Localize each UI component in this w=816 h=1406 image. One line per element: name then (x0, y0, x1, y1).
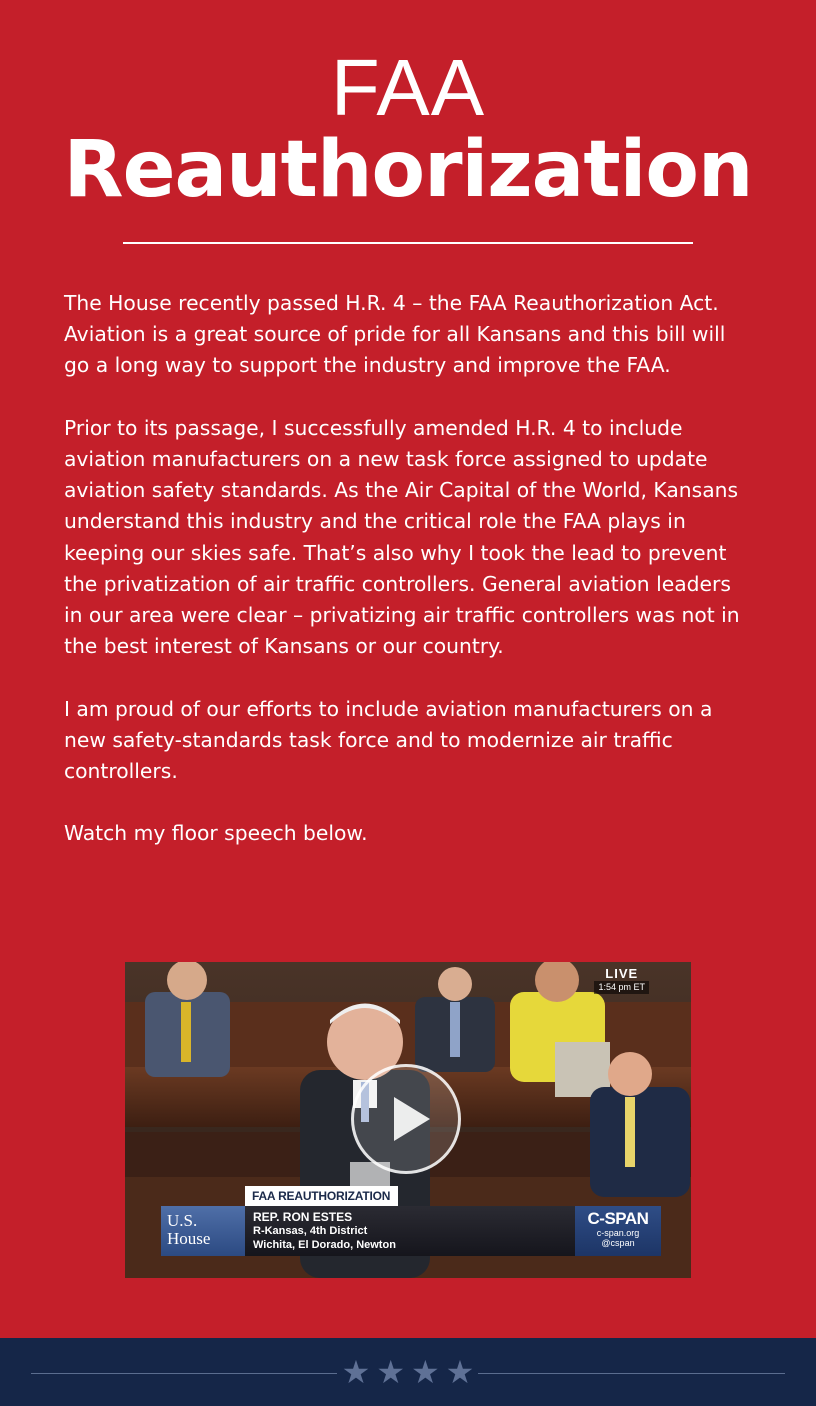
article-paragraph-4: Watch my floor speech below. (64, 821, 368, 846)
network-logo-text: C-SPAN (587, 1209, 649, 1228)
play-icon (354, 1067, 458, 1171)
article-paragraph-1: The House recently passed H.R. 4 – the FAA Reauthorization Act. Aviation is a great source of pride for all Kansans and this bill will go a long way to support the industry and improve the FAA. (64, 291, 726, 378)
network-site: c-span.org (596, 1228, 640, 1238)
speaker-info (245, 1206, 575, 1256)
footer-bar (0, 1338, 816, 1406)
network-handle: @cspan (601, 1238, 635, 1248)
video-topic: FAA REAUTHORIZATION (245, 1186, 398, 1206)
page-title-line1: FAA (330, 43, 486, 132)
play-button[interactable] (351, 1064, 461, 1174)
speaker-district: R-Kansas, 4th District (253, 1225, 368, 1237)
live-badge (594, 966, 649, 994)
title-divider (123, 242, 693, 244)
live-time: 1:54 pm ET (594, 981, 649, 994)
footer-rule-left (31, 1373, 337, 1374)
chamber-logo (161, 1206, 245, 1256)
speaker-towns: Wichita, El Dorado, Newton (253, 1239, 396, 1251)
floor-speech-video[interactable] (125, 962, 691, 1278)
speaker-name: REP. RON ESTES (253, 1210, 353, 1224)
article-paragraph-2: Prior to its passage, I successfully amended H.R. 4 to include aviation manufacturers on a new task force assigned to update aviation safety standards. As the Air Capital of the World, Kansans understand this industry and the critical role the FAA plays in keeping our skies safe. That’s also why I took the lead to prevent the privatization of air traffic controllers. General aviation leaders in our area were clear – privatizing air traffic controllers was not in the best interest of Kansans or our country. (64, 415, 740, 659)
star-icon: ★ (376, 1353, 405, 1391)
footer-rule-right (478, 1373, 785, 1374)
network-logo (575, 1206, 661, 1256)
live-label: LIVE (605, 966, 639, 981)
star-icon: ★ (410, 1353, 440, 1391)
footer-stars (339, 1352, 477, 1392)
article-paragraph-3: I am proud of our efforts to include aviation manufacturers on a new safety-standards task force and to modernize air traffic controllers. (64, 696, 713, 784)
star-icon: ★ (445, 1353, 475, 1391)
page-title-line2: Reauthorization (63, 125, 753, 215)
chamber-line1: U.S. (167, 1211, 198, 1230)
star-icon: ★ (341, 1353, 371, 1391)
article-body (64, 288, 754, 881)
video-lower-third (161, 1189, 661, 1256)
chamber-line2: House (167, 1229, 211, 1248)
